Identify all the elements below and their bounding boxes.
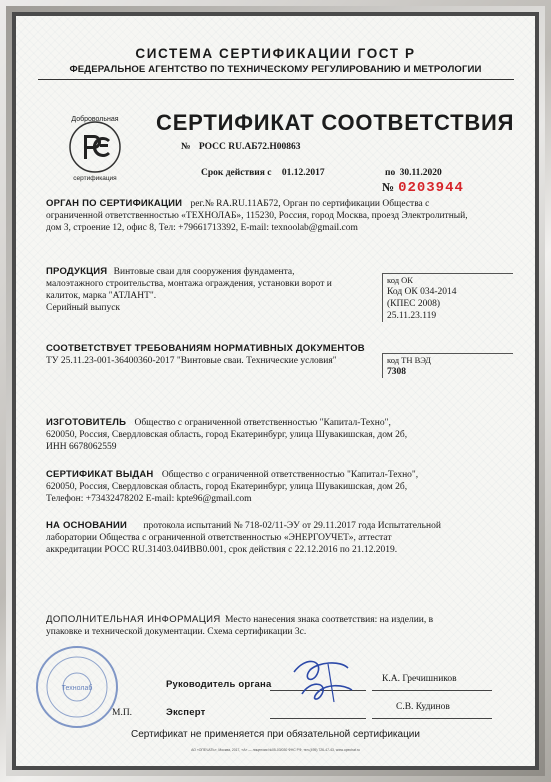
- expert-signature-line: [270, 718, 366, 719]
- issued-line3: Телефон: +73432478202 E-mail: kpte96@gmail.com: [46, 494, 252, 504]
- ok-code-box: [382, 273, 513, 322]
- certificate-title: СЕРТИФИКАТ СООТВЕТСТВИЯ: [156, 110, 515, 135]
- rst-logo-icon: [64, 112, 126, 182]
- manufacturer-section: [46, 417, 516, 453]
- product-label: ПРОДУКЦИЯ: [46, 266, 108, 277]
- issued-label: СЕРТИФИКАТ ВЫДАН: [46, 469, 154, 480]
- additional-label: ДОПОЛНИТЕЛЬНАЯ ИНФОРМАЦИЯ: [46, 614, 221, 625]
- signature-image: [288, 650, 358, 708]
- additional-section: [46, 614, 516, 638]
- organ-line2: ограниченной ответственностью «ТЕХНОЛАБ», 115230, Россия, город Москва, проезд Электролитный,: [46, 211, 468, 221]
- blank-number-label: №: [382, 180, 395, 194]
- cert-number-label: №: [181, 142, 191, 152]
- cert-number-row: [181, 141, 301, 153]
- printer-imprint: АО «ОПЕЧАТЬ», Москва, 2017, «А» — лицензия №05-03/030 ФНС РФ, тел.(495) 726-47-43, www.opechat.ru: [191, 748, 360, 752]
- product-line2: малоэтажного строительства, монтажа ограждения, установки ворот и: [46, 279, 332, 289]
- footer-note: Сертификат не применяется при обязательной сертификации: [131, 729, 420, 740]
- mp-label: М.П.: [112, 708, 133, 718]
- manufacturer-line1: Общество с ограниченной ответственностью "Капитал-Техно",: [134, 418, 391, 428]
- compliance-section: [46, 343, 396, 367]
- agency-heading: ФЕДЕРАЛЬНОЕ АГЕНТСТВО ПО ТЕХНИЧЕСКОМУ РЕГУЛИРОВАНИЮ И МЕТРОЛОГИИ: [69, 64, 482, 75]
- expert-name: С.В. Кудинов: [396, 702, 450, 712]
- additional-line2: упаковке и технической документации. Схема сертификации 3с.: [46, 627, 307, 637]
- expert-label: Эксперт: [166, 707, 206, 718]
- organ-line1: рег.№ RA.RU.11АБ72, Орган по сертификации Общества с: [190, 199, 430, 209]
- organ-section: [46, 198, 516, 234]
- issued-line2: 620050, Россия, Свердловская область, город Екатеринбург, улица Шувакишская, дом 2б,: [46, 482, 408, 492]
- issued-section: [46, 469, 516, 505]
- logo-bottom-text: сертификация: [73, 175, 117, 182]
- expert-name-line: [372, 718, 492, 719]
- blank-number: 0203944: [398, 180, 464, 196]
- head-name: К.А. Гречишников: [382, 674, 457, 684]
- tnved-label: код ТН ВЭД: [387, 355, 431, 365]
- manufacturer-line3: ИНН 6678062559: [46, 442, 117, 452]
- basis-line1: протокола испытаний № 718-02/11-ЭУ от 29.11.2017 года Испытательной: [143, 521, 441, 531]
- stamp-text: Технолаб: [61, 685, 93, 692]
- tnved-value: 7308: [387, 367, 406, 377]
- compliance-label: СООТВЕТСТВУЕТ ТРЕБОВАНИЯМ НОРМАТИВНЫХ ДОКУМЕНТОВ: [46, 343, 365, 354]
- certificate-paper: [16, 16, 535, 766]
- product-section: [46, 266, 376, 314]
- product-line3: калиток, марка "АТЛАНТ".: [46, 291, 157, 301]
- organ-line3: дом 3, строение 12, офис 8, Тел: +79661713392, E-mail: texnoolab@gmail.com: [46, 223, 358, 233]
- ok-code-line2: (КПЕС 2008): [387, 299, 441, 309]
- organ-label: ОРГАН ПО СЕРТИФИКАЦИИ: [46, 198, 183, 209]
- logo-top-text: Добровольная: [71, 116, 119, 123]
- product-line1: Винтовые сваи для сооружения фундамента,: [113, 267, 295, 277]
- head-label: Руководитель органа: [166, 679, 272, 690]
- round-seal-stamp: [34, 644, 120, 730]
- system-heading: СИСТЕМА СЕРТИФИКАЦИИ ГОСТ Р: [135, 46, 416, 61]
- validity-to-label: по: [384, 168, 396, 178]
- validity-label: Срок действия с: [201, 168, 272, 178]
- basis-line3: аккредитации РОСС RU.31403.04ИВВ0.001, срок действия с 22.12.2016 по 21.12.2019.: [46, 545, 398, 555]
- header-divider: [38, 79, 514, 80]
- tnved-code-box: [382, 353, 513, 378]
- manufacturer-line2: 620050, Россия, Свердловская область, город Екатеринбург, улица Шувакишская, дом 2б,: [46, 430, 408, 440]
- issued-line1: Общество с ограниченной ответственностью "Капитал-Техно",: [161, 470, 419, 480]
- cert-number: РОСС RU.АБ72.Н00863: [198, 142, 301, 152]
- basis-label: НА ОСНОВАНИИ: [46, 520, 128, 531]
- compliance-text: ТУ 25.11.23-001-36400360-2017 "Винтовые сваи. Технические условия": [46, 356, 337, 366]
- ok-code-line1: Код ОК 034-2014: [387, 287, 457, 297]
- basis-section: [46, 520, 516, 556]
- product-line4: Серийный выпуск: [46, 303, 121, 313]
- ok-code-line3: 25.11.23.119: [387, 311, 437, 321]
- ok-code-label: код ОК: [387, 275, 413, 285]
- blank-number-row: [382, 178, 464, 196]
- additional-line1: Место нанесения знака соответствия: на изделии, в: [225, 615, 434, 625]
- basis-line2: лаборатории Общества с ограниченной ответственностью «ЭНЕРГОУЧЕТ», аттестат: [46, 533, 392, 543]
- head-name-line: [372, 690, 492, 691]
- validity-to: 30.11.2020: [399, 168, 442, 178]
- validity-from: 01.12.2017: [281, 168, 325, 178]
- manufacturer-label: ИЗГОТОВИТЕЛЬ: [46, 417, 127, 428]
